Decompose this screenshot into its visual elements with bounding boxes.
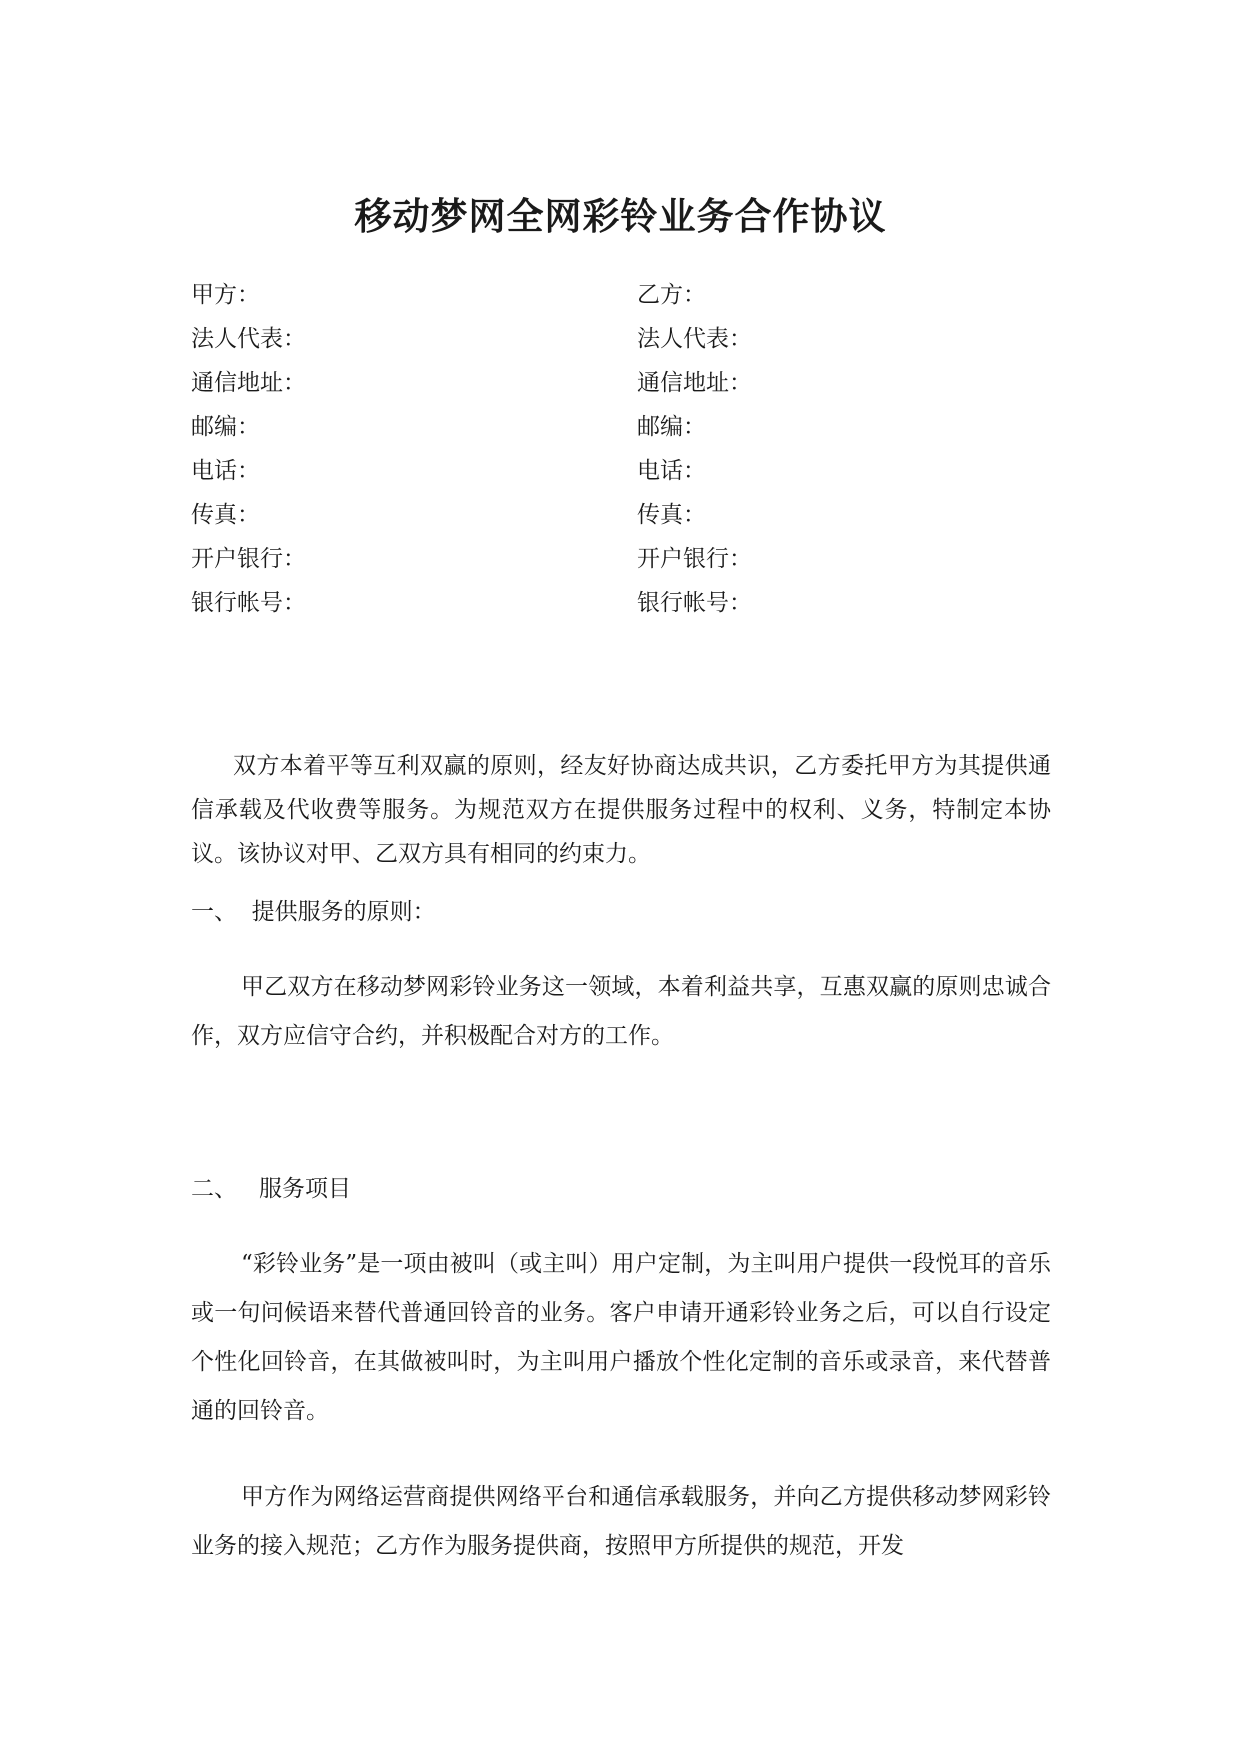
party-a-phone-label: 电话： — [191, 458, 260, 484]
party-b-legal-rep-label: 法人代表： — [637, 326, 752, 352]
document-title: 移动梦网全网彩铃业务合作协议 — [354, 194, 887, 238]
party-b-phone-label: 电话： — [637, 458, 706, 484]
party-b-account-label: 银行帐号： — [637, 590, 752, 616]
section-1-paragraph-1: 甲乙双方在移动梦网彩铃业务这一领域，本着利益共享，互惠双赢的原则忠诚合作，双方应信守合约，并积极配合对方的工作。 — [191, 974, 1051, 1049]
intro-paragraph: 双方本着平等互利双赢的原则，经友好协商达成共识，乙方委托甲方为其提供通信承载及代收费等服务。为规范双方在提供服务过程中的权利、义务，特制定本协议。该协议对甲、乙双方具有相同的约束力。 — [191, 753, 1051, 867]
party-row-account — [0, 584, 1241, 624]
section-2-paragraph-2: 甲方作为网络运营商提供网络平台和通信承载服务，并向乙方提供移动梦网彩铃业务的接入规范；乙方作为服务提供商，按照甲方所提供的规范，开发 — [191, 1484, 1051, 1559]
party-a-account-label: 银行帐号： — [191, 590, 306, 616]
section-2-title: 服务项目 — [258, 1176, 351, 1202]
section-2-paragraph-1: “彩铃业务”是一项由被叫（或主叫）用户定制，为主叫用户提供一段悦耳的音乐或一句问候语来替代普通回铃音的业务。客户申请开通彩铃业务之后，可以自行设定个性化回铃音，在其做被叫时，为主叫用户播放个性化定制的音乐或录音，来代替普通的回铃音。 — [191, 1251, 1051, 1424]
party-row-postcode — [0, 408, 1241, 448]
party-b-postcode-label: 邮编： — [637, 414, 706, 440]
party-a-postcode-label: 邮编： — [191, 414, 260, 440]
party-a-bank-label: 开户银行： — [191, 546, 306, 572]
section-1-heading — [191, 892, 436, 932]
party-row-name — [0, 276, 1241, 316]
section-1-title: 提供服务的原则： — [251, 899, 436, 925]
party-b-address-label: 通信地址： — [637, 370, 752, 396]
party-row-legal-rep — [0, 320, 1241, 360]
party-b-name-label: 乙方： — [637, 282, 706, 308]
section-2-number: 二、 — [191, 1176, 237, 1202]
party-a-name-label: 甲方： — [191, 282, 260, 308]
party-row-phone — [0, 452, 1241, 492]
party-b-bank-label: 开户银行： — [637, 546, 752, 572]
party-a-legal-rep-label: 法人代表： — [191, 326, 306, 352]
party-row-address — [0, 364, 1241, 404]
section-2-heading — [191, 1169, 351, 1209]
section-1-number: 一、 — [191, 899, 237, 925]
party-row-bank — [0, 540, 1241, 580]
party-a-fax-label: 传真： — [191, 502, 260, 528]
party-a-address-label: 通信地址： — [191, 370, 306, 396]
party-b-fax-label: 传真： — [637, 502, 706, 528]
party-row-fax — [0, 496, 1241, 536]
